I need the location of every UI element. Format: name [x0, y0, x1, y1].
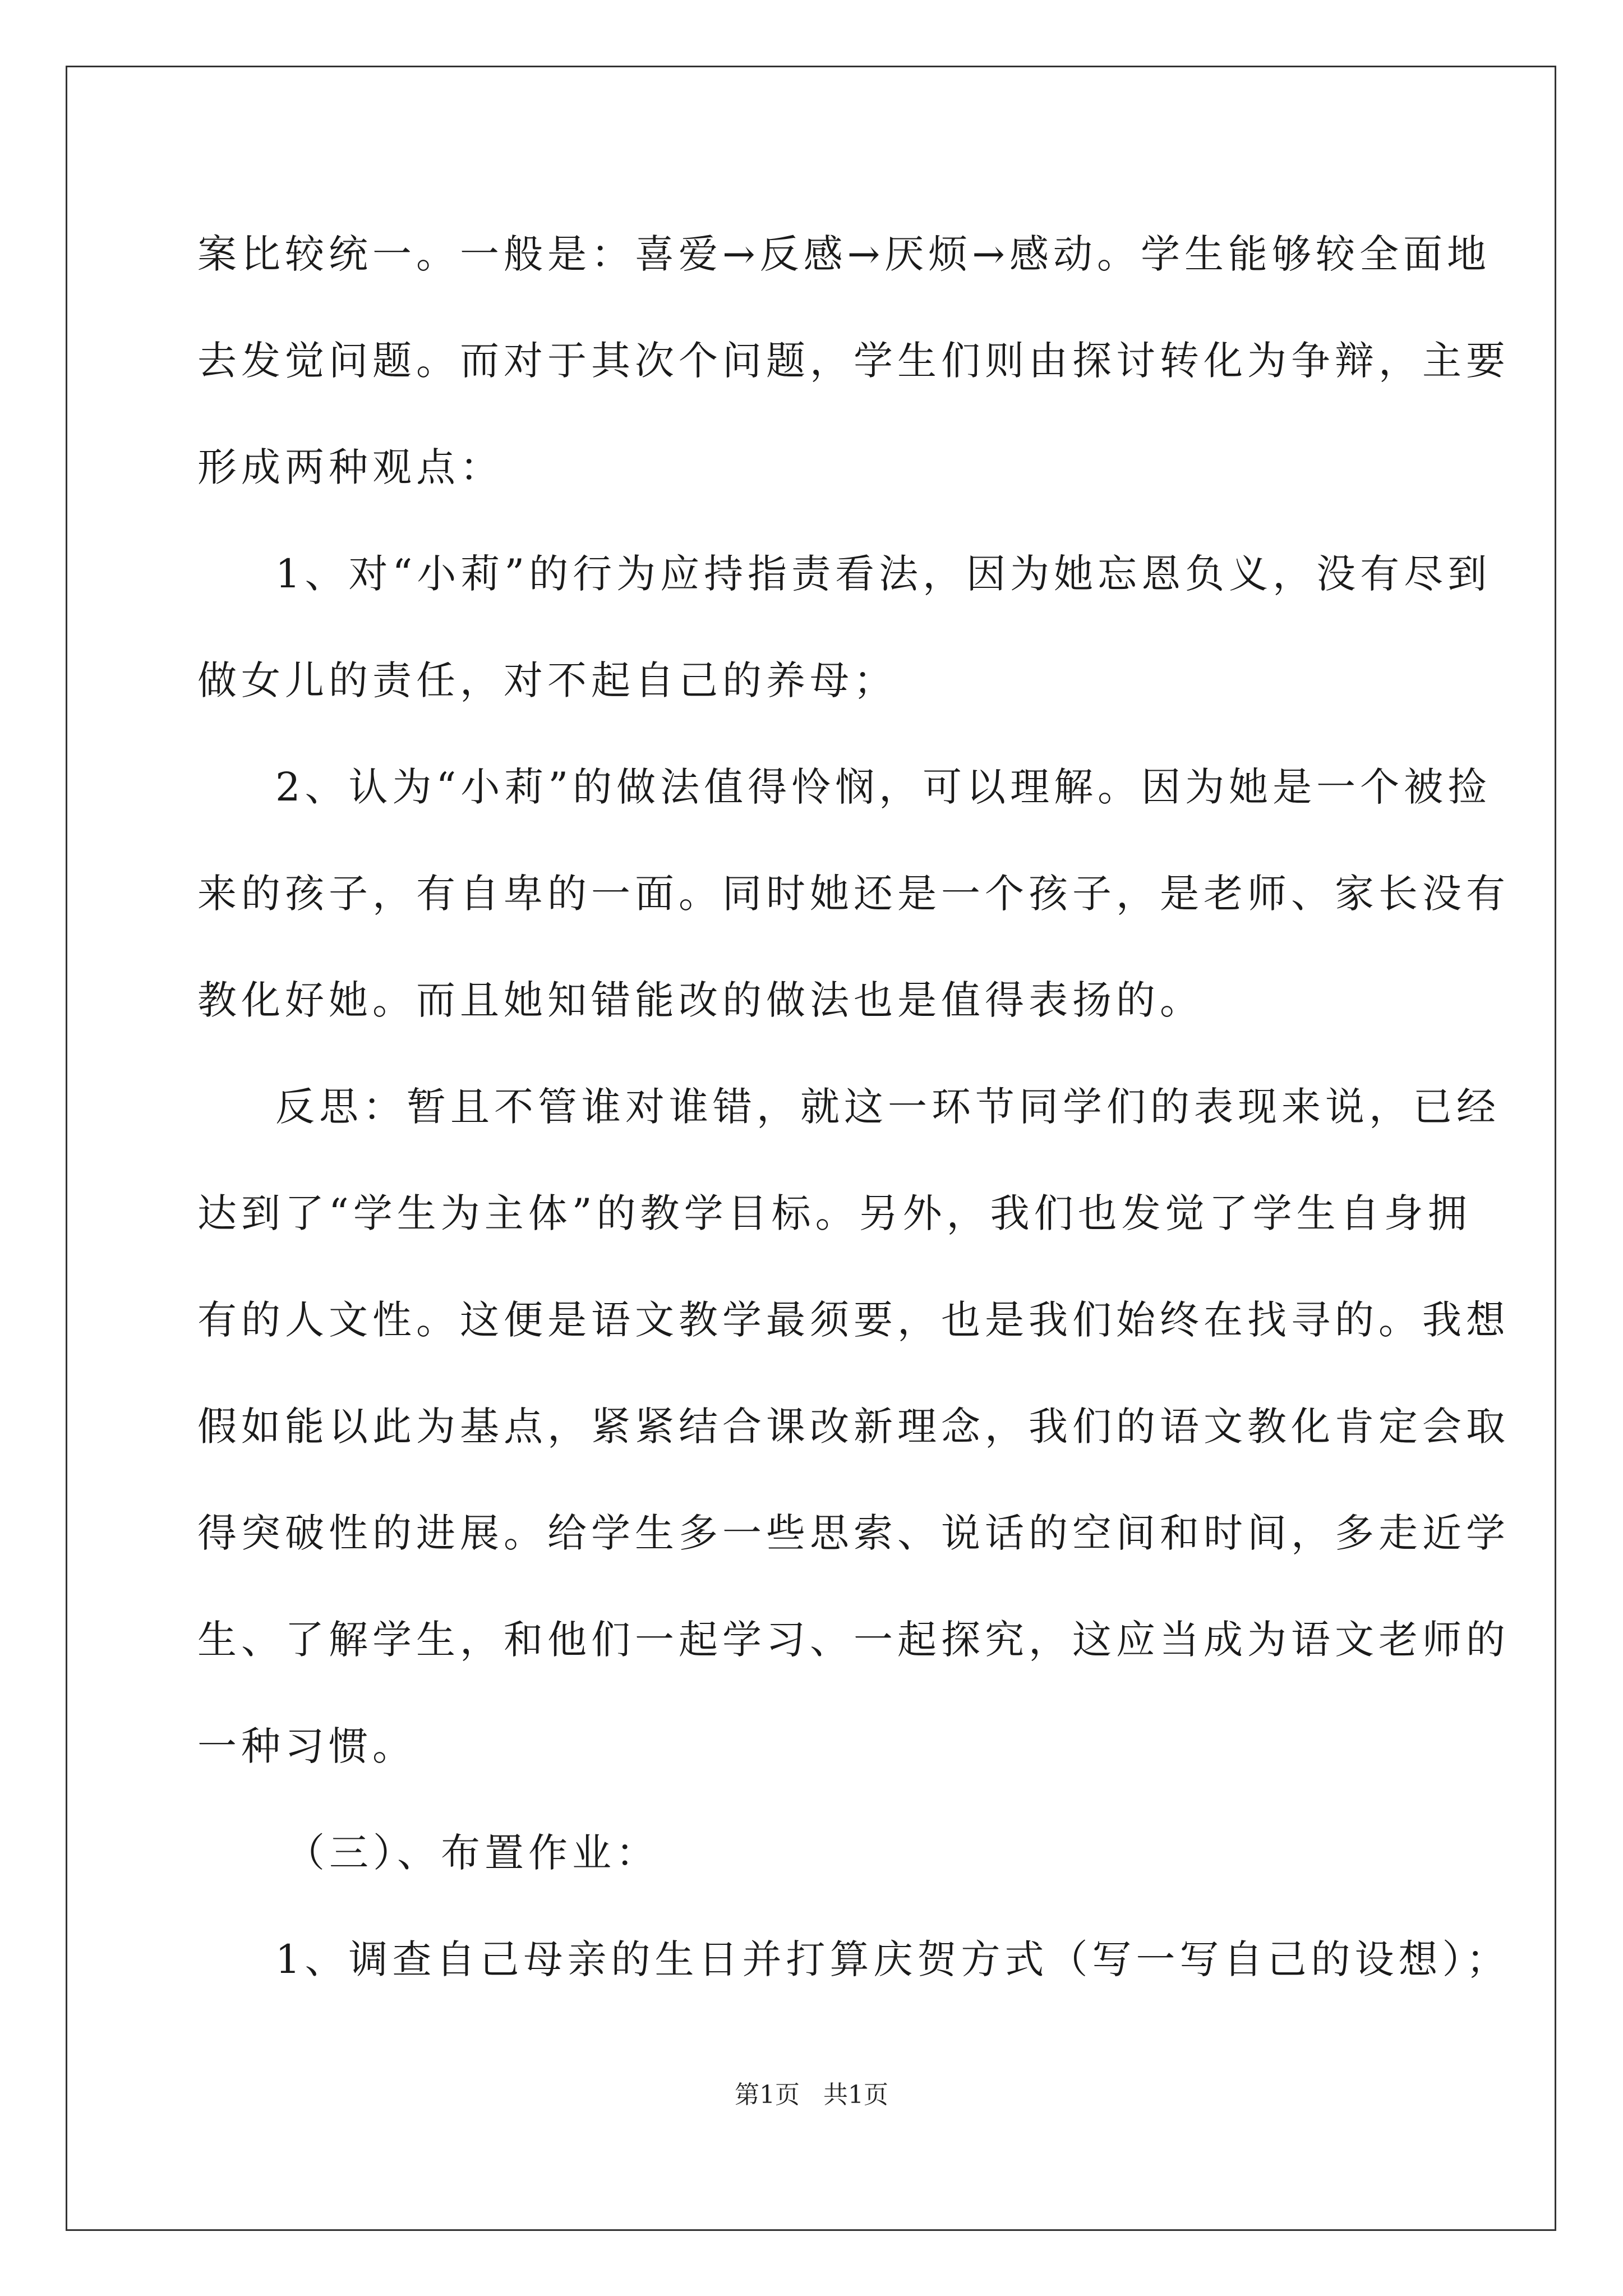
text-line: 得突破性的进展。给学生多一些思索、说话的空间和时间，多走近学 — [197, 1510, 1510, 1556]
text-line: 一种习惯。 — [197, 1723, 416, 1769]
text-line: 2、认为“小莉”的做法值得怜悯，可以理解。因为她是一个被捡 — [275, 764, 1492, 810]
text-line: 假如能以此为基点，紧紧结合课改新理念，我们的语文教化肯定会取 — [197, 1404, 1510, 1450]
page-footer — [0, 2078, 1623, 2112]
section-heading: （三）、布置作业： — [285, 1830, 660, 1876]
text-line: 1、对“小莉”的行为应持指责看法，因为她忘恩负义，没有尽到 — [275, 551, 1492, 597]
text-line: 达到了“学生为主体”的教学目标。另外，我们也发觉了学生自身拥 — [197, 1190, 1472, 1236]
page-border — [66, 66, 1556, 2231]
text-line: 生、了解学生，和他们一起学习、一起探究，这应当成为语文老师的 — [197, 1617, 1510, 1663]
page-total: 共1页 — [823, 2081, 888, 2109]
text-line: 有的人文性。这便是语文教学最须要，也是我们始终在找寻的。我想 — [197, 1297, 1510, 1343]
text-line: 去发觉问题。而对于其次个问题，学生们则由探讨转化为争辩，主要 — [197, 338, 1510, 384]
text-line: 反思：暂且不管谁对谁错，就这一环节同学们的表现来说，已经 — [275, 1084, 1500, 1130]
text-line: 案比较统一。一般是：喜爱→反感→厌烦→感动。学生能够较全面地 — [197, 231, 1491, 277]
text-line: 做女儿的责任，对不起自己的养母； — [197, 657, 897, 703]
page-number: 第1页 — [735, 2081, 800, 2109]
text-line: 1、调查自己母亲的生日并打算庆贺方式（写一写自己的设想）； — [275, 1936, 1510, 1982]
text-line: 来的孩子，有自卑的一面。同时她还是一个孩子，是老师、家长没有 — [197, 871, 1510, 917]
text-line: 形成两种观点： — [197, 444, 504, 490]
text-line: 教化好她。而且她知错能改的做法也是值得表扬的。 — [197, 977, 1204, 1023]
